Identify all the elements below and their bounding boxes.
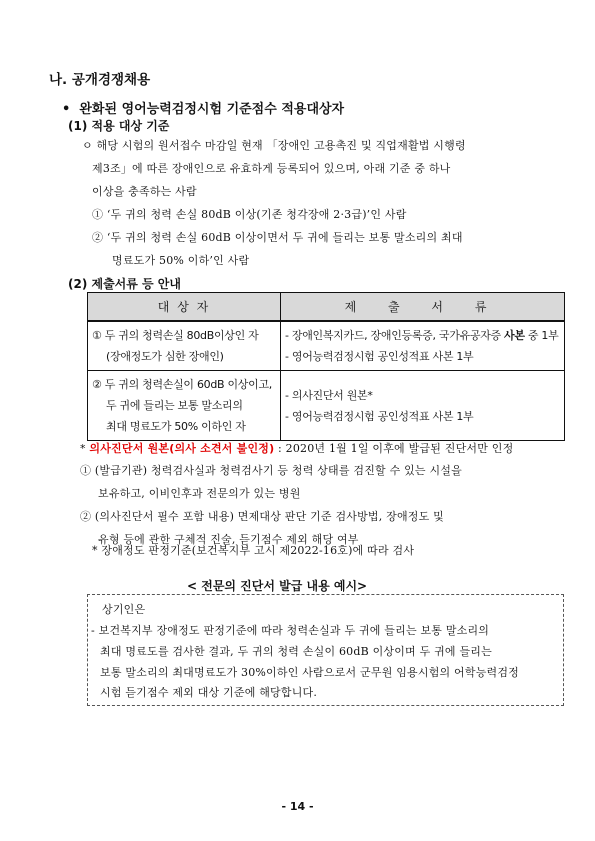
note-star <box>80 440 513 456</box>
row2-docs-line1: - 의사진단서 원본* <box>285 388 373 402</box>
bullet-dot: • <box>62 102 80 117</box>
criteria-line-3: 이상을 충족하는 사람 <box>92 185 197 198</box>
table-row <box>88 321 565 371</box>
documents-table <box>87 292 565 441</box>
note-1-line-2: 보유하고, 이비인후과 전문의가 있는 병원 <box>98 487 301 500</box>
row1-target <box>88 321 281 371</box>
header-documents: 제 출 서 류 <box>281 293 565 322</box>
table-header-row <box>88 293 565 322</box>
note-3 <box>92 542 414 558</box>
example-line-4: 보통 말소리의 최대명료도가 30%이하인 사람으로서 군무원 임용시험의 어학능력검정 <box>100 666 520 679</box>
row2-target-line2: 두 귀에 들리는 보통 말소리의 <box>106 399 243 412</box>
table-row <box>88 371 565 441</box>
criteria-item-1-text: ① ‘두 귀의 청력 손실 80dB 이상(기존 청각장애 2·3급)’인 사람 <box>92 208 407 221</box>
example-line-3: 최대 명료도를 검사한 결과, 두 귀의 청력 손실이 60dB 이상이며 두 귀에 들리는 <box>100 645 492 658</box>
note-1-line-1: ① (발급기관) 청력검사실과 청력검사기 등 청력 상태를 검진할 수 있는 시설을 <box>80 464 462 477</box>
note-star-prefix: * <box>80 442 90 455</box>
row1-documents <box>281 321 565 371</box>
bullet-title <box>62 98 344 117</box>
note-2-line-1: ② (의사진단서 필수 포함 내용) 면제대상 판단 기준 검사방법, 장애정도 및 <box>80 510 444 523</box>
row2-target-line1: ② 두 귀의 청력손실이 60dB 이상이고, <box>92 378 272 391</box>
row1-target-line1: ① 두 귀의 청력손실 80dB이상인 자 <box>92 329 259 342</box>
criteria-item-2-line-1: ② ‘두 귀의 청력 손실 60dB 이상이면서 두 귀에 들리는 보통 말소리의 최대 <box>92 231 463 244</box>
row1-docs-text: - 장애인복지카드, 장애인등록증, 국가유공자증 <box>285 329 505 342</box>
row2-target <box>88 371 281 441</box>
criteria-line-2: 제3조」에 따른 장애인으로 유효하게 등록되어 있으며, 아래 기준 중 하나 <box>92 162 451 175</box>
section-heading: 나. 공개경쟁채용 <box>49 72 151 88</box>
row1-docs-bold: 사본 <box>504 329 525 342</box>
subsection-documents: (2) 제출서류 등 안내 <box>68 277 181 291</box>
row1-docs-post: 중 1부 <box>524 329 559 342</box>
example-box <box>87 594 564 706</box>
example-line-2: - 보건복지부 장애정도 판정기준에 따라 청력손실과 두 귀에 들리는 보통 말소리의 <box>91 624 490 637</box>
row2-docs-line2: - 영어능력검정시험 공인성적표 사본 1부 <box>285 409 474 423</box>
example-line-1: 상기인은 <box>102 603 146 616</box>
note-star-red: 의사진단서 원본(의사 소견서 불인정) <box>89 442 275 455</box>
row1-docs-line2: - 영어능력검정시험 공인성적표 사본 1부 <box>285 350 474 363</box>
page-number: - 14 - <box>281 800 314 813</box>
criteria-line-1: ㅇ 해당 시험의 원서접수 마감일 현재 「장애인 고용촉진 및 직업재활법 시행령 <box>82 139 466 152</box>
note-3-text: * 장애정도 판정기준(보건복지부 고시 제2022-16호)에 따라 검사 <box>92 544 415 557</box>
criteria-item-1 <box>92 192 407 221</box>
example-title: < 전문의 진단서 발급 내용 예시> <box>187 579 368 593</box>
example-line-5: 시험 듣기점수 제외 대상 기준에 해당합니다. <box>100 686 318 699</box>
row1-target-line2: (장애정도가 심한 장애인) <box>106 350 224 363</box>
header-target: 대 상 자 <box>88 293 281 322</box>
row1-docs-line1 <box>285 325 560 346</box>
bullet-title-text: 완화된 영어능력검정시험 기준점수 적용대상자 <box>79 102 345 117</box>
note-star-rest: : 2020년 1월 1일 이후에 발급된 진단서만 인정 <box>274 442 514 455</box>
row2-target-line3: 최대 명료도가 50% 이하인 자 <box>106 420 246 433</box>
row2-documents <box>281 371 565 441</box>
note-2-line-2: 유형 등에 관한 구체적 진술, 듣기점수 제외 해당 여부 <box>98 533 359 546</box>
criteria-item-2-line-2: 명료도가 50% 이하’인 사람 <box>112 254 250 267</box>
subsection-criteria: (1) 적용 대상 기준 <box>68 119 170 133</box>
